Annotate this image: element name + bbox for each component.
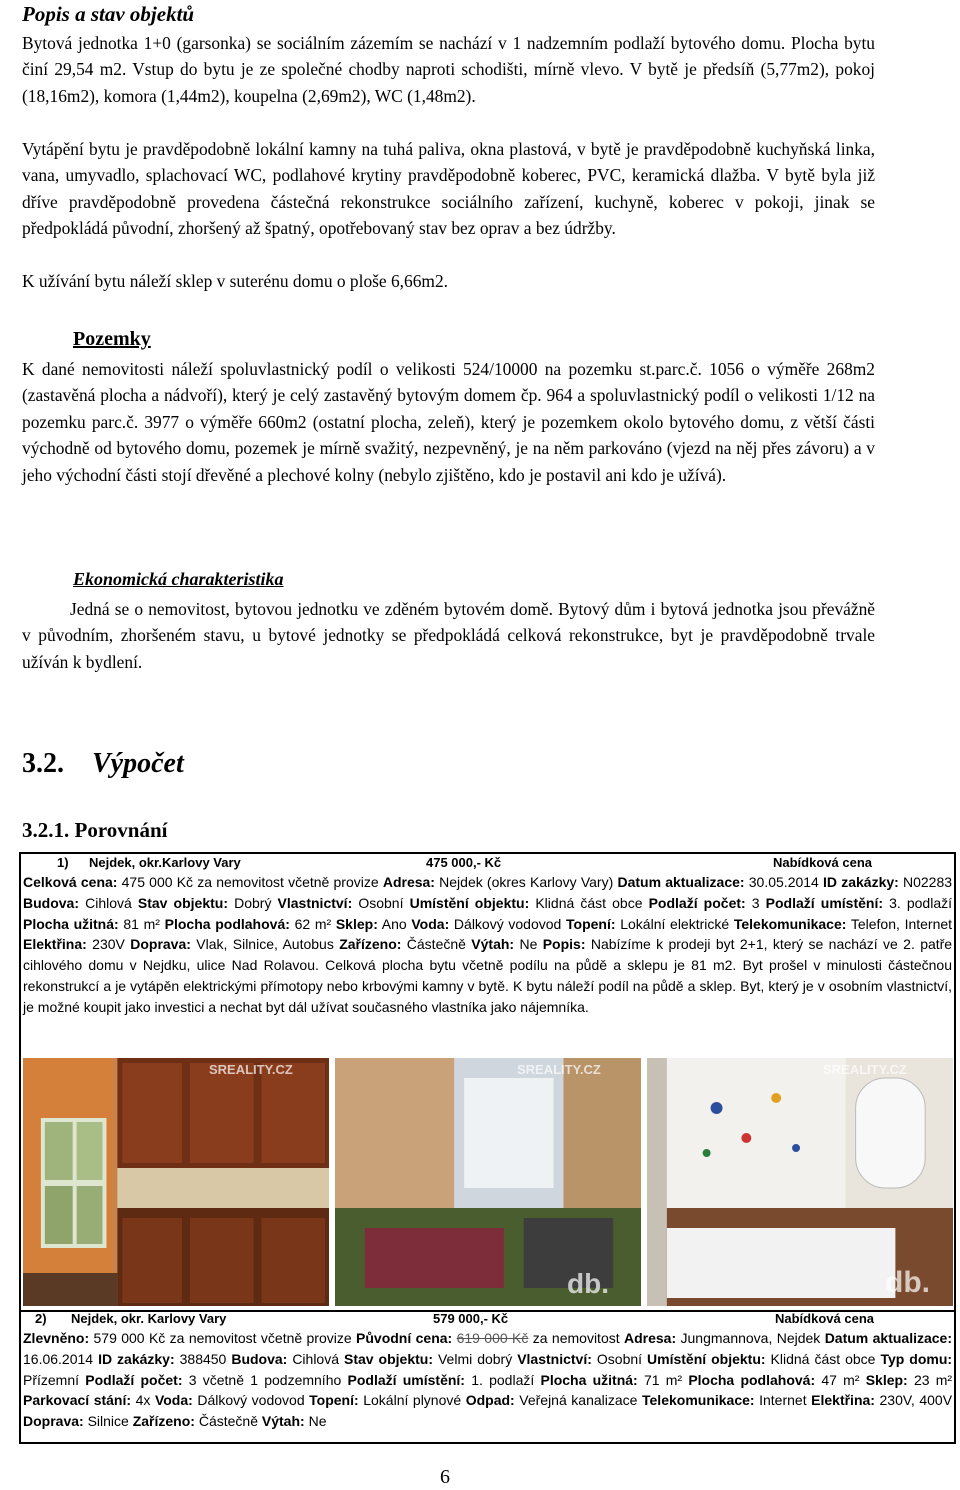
watermark-text: SREALITY.CZ: [209, 1062, 293, 1077]
photo-kitchen: [23, 1058, 329, 1306]
field-value: za nemovitost: [532, 1330, 620, 1346]
field-value: Částečně: [406, 936, 466, 953]
description-paragraph: [22, 30, 875, 109]
field-label: Datum aktualizace:: [617, 874, 745, 890]
photo-bedroom: [335, 1058, 641, 1306]
photo-bathroom: [647, 1058, 953, 1306]
field-value: Přízemní: [23, 1371, 80, 1388]
field-label: Parkovací stání:: [23, 1392, 132, 1409]
ekonomicka-text: Jedná se o nemovitost, bytovou jednotku ve zděném bytovém domě. Bytový dům i bytová jednotka jsou převážně v původním, zhoršeném stavu, u bytové jednotky se předpokládá celková rekonstrukce, byt je pravděpodobně trvale užíván k bydlení.: [22, 599, 875, 672]
field-label: Stav objektu:: [137, 894, 228, 911]
field-label: Zařízeno:: [339, 936, 402, 953]
field-label: Elektřina:: [23, 936, 87, 953]
field-label: Plocha užitná:: [540, 1371, 638, 1388]
field-label: Typ domu:: [880, 1350, 953, 1367]
field-label: Topení:: [566, 915, 616, 932]
heating-text: Vytápění bytu je pravděpodobně lokální kamny na tuhá paliva, okna plastová, v bytě je pravděpodobně kuchyňská linka, vana, umyvadlo, splachovací WC, podlahové krytiny pravděpodobně koberec, PVC, keramická dlažba. V bytě byla již dříve pravděpodobně provedena částečná rekonstrukce sociálního zařízení, kuchyně, koberec v pokoji, jinak se předpokládá původní, zhoršený až špatný, opotřebovaný stav bez oprav a bez údržby.: [22, 139, 875, 239]
field-value: Internet: [759, 1392, 807, 1409]
listing-price-type: Nabídková cena: [773, 855, 872, 870]
field-value: Dálkový vodovod: [453, 915, 562, 932]
field-label: Plocha užitná:: [23, 915, 119, 932]
listing-1-photos: [23, 1058, 953, 1306]
field-value: Jungmannova, Nejdek: [680, 1330, 821, 1346]
field-value: Cihlová: [85, 894, 132, 911]
listing-price: 579 000,- Kč: [433, 1311, 509, 1326]
cellar-paragraph: [22, 268, 875, 294]
field-label: Doprava:: [130, 936, 191, 953]
field-value: Nabízíme k prodeji byt 2+1, který se nachází ve 2. patře cihlového domu v Nejdku, ulice Nad Rolavou. Celková plocha bytu včetně podílu na půdě a sklepu je 81 m2. Byt prošel v minulosti částečnou rekonstrukcí a je vytápěn elektrickými přímotopy nebo krbovými kamny v bytě. K bytu náleží podíl na půdě a sklep. Byt, který je v osobním vlastnictví, je možné koupit jako investici a nechat byt dál užívat současného vlastníka jako nájemníka.: [23, 936, 953, 1015]
listing-number: 2): [35, 1311, 47, 1326]
field-value: Osobní: [358, 894, 404, 911]
field-value: 3. podlaží: [889, 894, 953, 911]
field-label: Budova:: [231, 1350, 288, 1367]
field-label: Zařízeno:: [132, 1413, 195, 1430]
field-value: 3 včetně 1 podzemního: [188, 1371, 342, 1388]
field-value: Částečně: [198, 1413, 258, 1430]
field-label: Budova:: [23, 894, 79, 911]
field-label: Telekomunikace:: [642, 1392, 755, 1409]
listing-2-details: [21, 1328, 954, 1432]
field-value: 230V, 400V: [879, 1392, 953, 1409]
field-label: Odpad:: [465, 1392, 515, 1409]
watermark-logo: db.: [567, 1268, 609, 1299]
pozemky-paragraph: [22, 356, 875, 488]
subsection-heading-3-2-1: 3.2.1. Porovnání: [22, 818, 168, 842]
pozemky-text: K dané nemovitosti náleží spoluvlastnický podíl o velikosti 524/10000 na pozemku st.parc.č. 1056 o výměře 268m2 (zastavěná plocha a nádvoří), který je celý zastavěný bytovým domem čp. 964 a spoluvlastnický podíl o velikosti 1/12 na pozemku parc.č. 3977 o výměře 660m2 (ostatní plocha, zeleň), který je pozemkem okolo bytového domu, z větší části východně od bytového domu, pozemek je mírně svažitý, nezpevněný, je na něm parkováno (vjezd na něj přes závoru) a v jeho východní části stojí dřevěné a plechové kolny (nebylo zjištěno, kdo je postavil ani kdo je užívá).: [22, 359, 875, 485]
field-value: 81 m²: [123, 915, 160, 932]
field-value: Telefon, Internet: [850, 915, 953, 932]
field-value: Silnice: [87, 1413, 129, 1430]
field-label: Celková cena:: [23, 874, 118, 890]
field-value: Klidná část obce: [770, 1350, 876, 1367]
section-number: 3.2.: [22, 748, 64, 779]
field-value: 16.06.2014: [23, 1350, 94, 1367]
field-value: 388450: [179, 1350, 227, 1367]
section-title: Popis a stav objektů: [22, 2, 195, 26]
field-label: Vlastnictví:: [277, 894, 353, 911]
field-value: Ne: [308, 1413, 327, 1430]
field-value: Velmi dobrý: [437, 1350, 513, 1367]
field-value: Lokální plynové: [363, 1392, 462, 1409]
field-value: Cihlová: [292, 1350, 340, 1367]
listing-1: [19, 852, 956, 1312]
field-value: Dálkový vodovod: [197, 1392, 305, 1409]
field-label: Umístění objektu:: [409, 894, 530, 911]
field-value: Ne: [519, 936, 538, 953]
original-price: 619 000 Kč: [456, 1330, 529, 1346]
field-value: 3: [751, 894, 760, 911]
field-value: 4x: [135, 1392, 151, 1409]
field-label: Zlevněno:: [23, 1330, 90, 1346]
field-value: Klidná část obce: [535, 894, 643, 911]
field-label: Podlaží umístění:: [347, 1371, 465, 1388]
page-number: 6: [440, 1466, 450, 1488]
field-label: Elektřina:: [811, 1392, 875, 1409]
field-value: 23 m²: [913, 1371, 953, 1388]
field-value: Nejdek (okres Karlovy Vary): [439, 874, 614, 890]
ekonomicka-heading: Ekonomická charakteristika: [73, 569, 284, 589]
field-label: Voda:: [411, 915, 450, 932]
field-label: Sklep:: [335, 915, 378, 932]
section-title-text: Výpočet: [92, 748, 184, 779]
field-label: ID zakázky:: [98, 1350, 175, 1367]
field-label: Doprava:: [23, 1413, 84, 1430]
field-value: 475 000 Kč za nemovitost včetně provize: [121, 874, 379, 890]
field-label: Plocha podlahová:: [688, 1371, 816, 1388]
field-label: Popis:: [542, 936, 586, 953]
cellar-text: K užívání bytu náleží sklep v suterénu domu o ploše 6,66m2.: [22, 271, 448, 291]
section-heading-3-2: [22, 748, 184, 780]
watermark-text: SREALITY.CZ: [517, 1062, 601, 1077]
listing-number: 1): [57, 855, 69, 870]
listing-location: Nejdek, okr.Karlovy Vary: [89, 855, 241, 870]
listing-price: 475 000,- Kč: [426, 855, 502, 870]
watermark-logo: db.: [885, 1266, 930, 1299]
field-label: Adresa:: [624, 1330, 677, 1346]
listing-2-header: [21, 1310, 954, 1328]
field-label: Původní cena:: [356, 1330, 453, 1346]
field-label: Výtah:: [471, 936, 515, 953]
listing-1-header: [21, 854, 954, 872]
field-value: 30.05.2014: [748, 874, 819, 890]
field-label: Voda:: [154, 1392, 193, 1409]
field-label: Podlaží počet:: [648, 894, 746, 911]
field-label: Datum aktualizace:: [824, 1330, 952, 1346]
description-text: Bytová jednotka 1+0 (garsonka) se sociálním zázemím se nachází v 1 nadzemním podlaží bytového domu. Plocha bytu činí 29,54 m2. Vstup do bytu je ze společné chodby naproti schodišti, mírně vlevo. V bytě je předsíň (5,77m2), pokoj (18,16m2), komora (1,44m2), koupelna (2,69m2), WC (1,48m2).: [22, 33, 875, 106]
field-value: Dobrý: [234, 894, 272, 911]
field-value: 62 m²: [294, 915, 332, 932]
field-value: Veřejná kanalizace: [519, 1392, 638, 1409]
heating-paragraph: [22, 136, 875, 242]
field-value: Osobní: [596, 1350, 643, 1367]
field-label: Podlaží počet:: [85, 1371, 183, 1388]
field-value: 71 m²: [643, 1371, 683, 1388]
field-label: Podlaží umístění:: [765, 894, 883, 911]
listing-1-details: [21, 872, 954, 1018]
listing-location: Nejdek, okr. Karlovy Vary: [71, 1311, 227, 1326]
field-label: Plocha podlahová:: [164, 915, 290, 932]
field-value: 1. podlaží: [471, 1371, 535, 1388]
field-value: 230V: [92, 936, 125, 953]
watermark-text: SREALITY.CZ: [823, 1062, 907, 1077]
field-value: 579 000 Kč za nemovitost včetně provize: [93, 1330, 352, 1346]
field-label: Sklep:: [865, 1371, 908, 1388]
field-value: 47 m²: [821, 1371, 860, 1388]
field-value: Vlak, Silnice, Autobus: [196, 936, 334, 953]
ekonomicka-paragraph: [22, 596, 875, 675]
listing-2: [19, 1310, 956, 1444]
pozemky-heading: Pozemky: [73, 328, 151, 350]
field-label: Umístění objektu:: [647, 1350, 766, 1367]
field-label: Telekomunikace:: [733, 915, 847, 932]
listing-price-type: Nabídková cena: [775, 1311, 874, 1326]
field-value: N02283: [903, 874, 953, 890]
field-label: Adresa:: [382, 874, 435, 890]
field-label: Topení:: [309, 1392, 359, 1409]
field-label: ID zakázky:: [823, 874, 899, 890]
field-label: Stav objektu:: [344, 1350, 433, 1367]
field-label: Vlastnictví:: [517, 1350, 592, 1367]
field-value: Ano: [381, 915, 407, 932]
field-value: Lokální elektrické: [620, 915, 730, 932]
field-label: Výtah:: [261, 1413, 305, 1430]
